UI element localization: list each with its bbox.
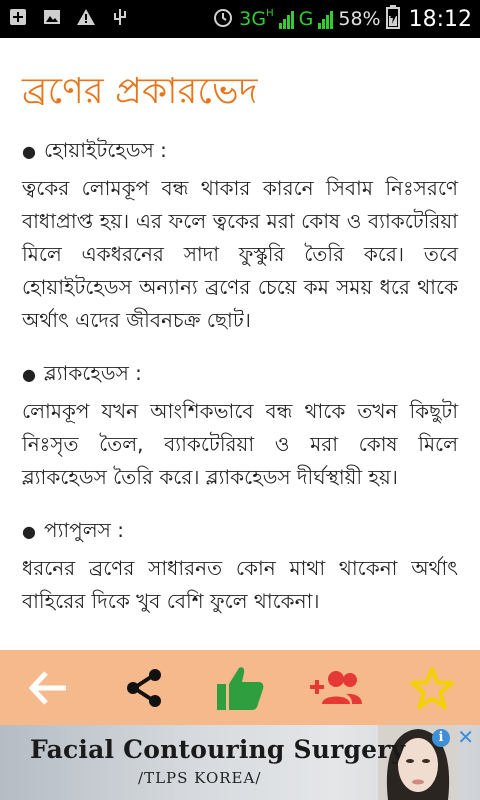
status-bar <box>0 0 480 38</box>
page-title: ব্রণের প্রকারভেদ <box>22 71 258 112</box>
ad-subtitle: /TLPS KOREA/ <box>138 769 262 787</box>
article-content[interactable] <box>0 38 480 650</box>
back-button[interactable] <box>16 656 80 720</box>
signal-icon-2 <box>318 9 333 29</box>
action-bar <box>0 650 480 725</box>
section-body: ত্বকের লোমকূপ বন্ধ থাকার কারনে সিবাম নিঃসরণে বাধাপ্রাপ্ত হয়। এর ফলে ত্বকের মরা কোষ ও ব্যাকটেরিয়া মিলে একধরনের সাদা ফুস্কুরি তৈরি করে। তবে হোয়াইটহেডস অন্যান্য ব্রণের চেয়ে কম সময় ধরে থাকে অর্থাৎ এদের জীবনচক্র ছোট। <box>22 176 458 332</box>
section-papules <box>22 516 458 618</box>
share-icon <box>122 666 166 710</box>
add-box-icon <box>8 7 28 27</box>
network-type: $3G^H$ <box>239 8 274 30</box>
section-heading: ● ব্ল্যাকহেডস : <box>22 359 458 389</box>
warning-icon <box>76 7 96 27</box>
section-body: ধরনের ব্রণের সাধারনত কোন মাথা থাকেনা অর্থাৎ বাহিরের দিকে খুব বেশি ফুলে থাকেনা। <box>22 556 458 613</box>
system-icons <box>212 5 472 33</box>
network-type-2: G <box>298 8 314 30</box>
section-body: লোমকূপ যখন আংশিকভাবে বন্ধ থাকে তখন কিছুটা নিঃসৃত তৈল, ব্যাকটেরিয়া ও মরা কোষ মিলে ব্ল্যাকহেডস তৈরি করে। ব্ল্যাকহেডস দীর্ঘস্থায়ী হয়। <box>22 399 458 489</box>
image-icon <box>42 7 62 27</box>
share-button[interactable] <box>112 656 176 720</box>
battery-percent: 58% <box>338 8 381 30</box>
bullet-icon: ● <box>22 522 36 541</box>
section-whiteheads <box>22 136 458 337</box>
usb-icon <box>110 7 130 27</box>
section-heading: ● হোয়াইটহেডস : <box>22 136 458 166</box>
notification-icons <box>8 7 130 27</box>
bullet-icon: ● <box>22 142 36 161</box>
favorite-button[interactable] <box>400 656 464 720</box>
like-button[interactable] <box>208 656 272 720</box>
thumbs-up-icon <box>215 664 265 712</box>
bullet-icon: ● <box>22 365 36 384</box>
add-person-icon <box>308 668 364 708</box>
clock: 18:12 <box>408 6 472 32</box>
back-arrow-icon <box>26 666 70 710</box>
ad-banner[interactable] <box>0 725 480 800</box>
star-icon <box>409 666 455 710</box>
ad-title: Facial Contouring Surgery <box>30 735 406 764</box>
section-heading: ● প্যাপুলস : <box>22 516 458 546</box>
alarm-icon <box>212 6 234 32</box>
ad-close-icon[interactable]: ✕ <box>457 725 474 749</box>
battery-icon <box>386 5 400 33</box>
ad-info-icon[interactable]: i <box>432 729 450 747</box>
signal-icon <box>279 9 294 29</box>
add-friend-button[interactable] <box>304 656 368 720</box>
section-blackheads <box>22 359 458 494</box>
